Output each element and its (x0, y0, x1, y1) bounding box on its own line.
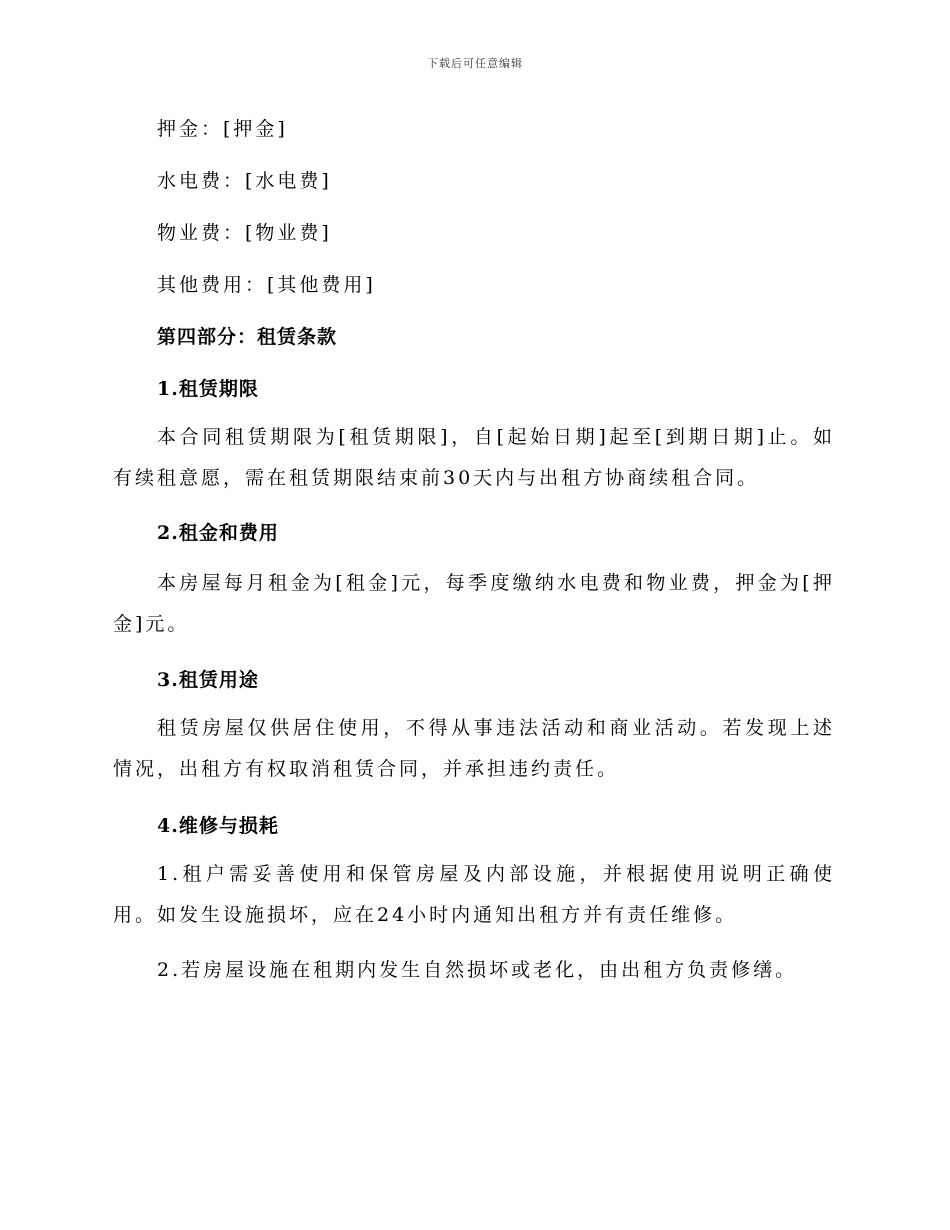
other-fees-line: 其他费用：[其他费用] (157, 274, 376, 296)
section1-paragraph: 本合同租赁期限为[租赁期限]，自[起始日期]起至[到期日期]止。如有续租意愿，需在租赁期限结束前30天内与出租方协商续租合同。 (113, 426, 835, 489)
section3-heading: 3.租赁用途 (157, 669, 259, 691)
section2-heading: 2.租金和费用 (157, 522, 279, 544)
part4-title: 第四部分：租赁条款 (157, 326, 338, 348)
property-fee-line: 物业费：[物业费] (157, 222, 332, 244)
section4-heading: 4.维修与损耗 (157, 815, 279, 837)
section4-paragraph-1: 1.租户需妥善使用和保管房屋及内部设施，并根据使用说明正确使用。如发生设施损坏，应在24小时内通知出租方并有责任维修。 (113, 863, 835, 926)
section2-paragraph: 本房屋每月租金为[租金]元，每季度缴纳水电费和物业费，押金为[押金]元。 (113, 572, 835, 635)
header-note: 下载后可任意编辑 (427, 57, 523, 70)
section1-heading: 1.租赁期限 (157, 378, 259, 400)
utilities-line: 水电费：[水电费] (157, 170, 332, 192)
deposit-line: 押金：[押金] (157, 118, 288, 140)
section3-paragraph: 租赁房屋仅供居住使用，不得从事违法活动和商业活动。若发现上述情况，出租方有权取消租赁合同，并承担违约责任。 (113, 717, 835, 780)
section4-paragraph-2: 2.若房屋设施在租期内发生自然损坏或老化，由出租方负责修缮。 (157, 959, 798, 981)
